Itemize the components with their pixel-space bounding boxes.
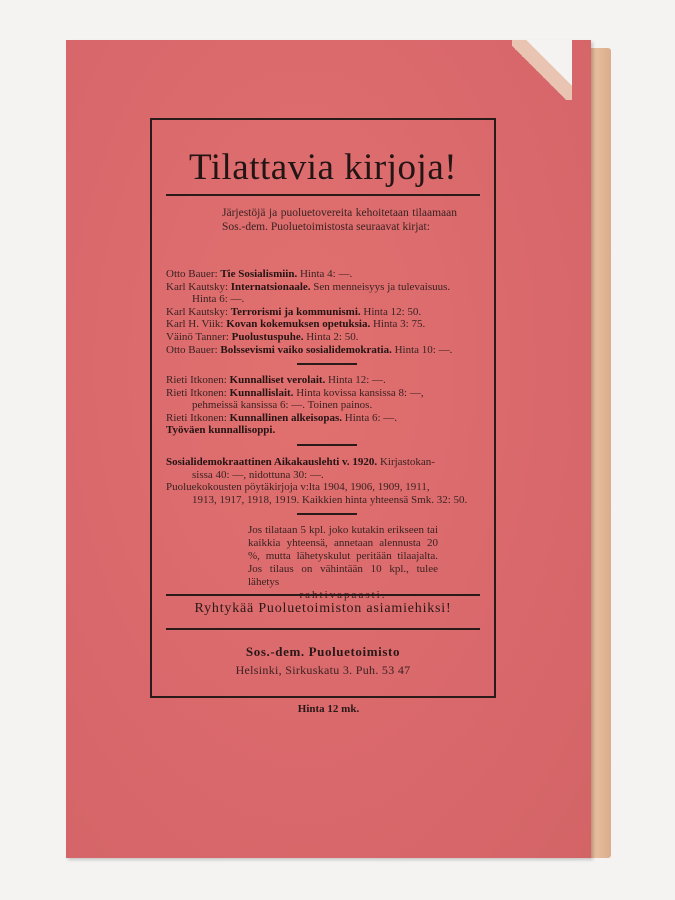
book-title: Kunnallinen alkeisopas.	[229, 411, 343, 424]
section-divider	[297, 513, 357, 515]
torn-corner	[512, 40, 572, 100]
book-list-group-1	[166, 268, 496, 356]
discount-text: Jos tilataan 5 kpl. joko kutakin erikseen tai kaikkia yhteensä, annetaan alennusta 20 %, mutta lähetyskulut peritään tilaajalta. Jos tilaus on vähintään 10 kpl., tulee lähetys	[248, 524, 438, 588]
book-title: Terrorismi ja kommunismi.	[230, 305, 361, 318]
slogan: Ryhtykää Puoluetoimiston asiamiehiksi!	[194, 601, 452, 616]
book-list-item	[166, 293, 496, 306]
publisher-name: Sos.-dem. Puoluetoimisto	[245, 644, 401, 659]
book-price: sissa 40: —, nidottuna 30: —.	[192, 468, 324, 481]
book-price: Puoluekokousten pöytäkirjoja v:lta 1904, 1906, 1909, 1911,	[166, 481, 430, 494]
book-list-item	[166, 412, 496, 425]
book-price: pehmeissä kansissa 6: —. Toinen painos.	[192, 399, 373, 412]
book-list-item	[166, 374, 496, 387]
book-price: 1913, 1917, 1918, 1919. Kaikkien hinta yhteensä Smk. 32: 50.	[192, 493, 468, 506]
book-price: Kirjastokan-	[377, 456, 435, 468]
book-list-item	[166, 481, 496, 494]
intro-paragraph: Järjestöjä ja puoluetovereita kehoitetaan tilaamaan Sos.-dem. Puoluetoimistosta seuraavat kirjat:	[222, 207, 457, 233]
slogan-rule-bottom	[166, 628, 480, 630]
book-list-item	[166, 387, 496, 400]
page-title: Tilattavia kirjoja!	[188, 147, 458, 188]
book-price: Hinta 6: —.	[192, 293, 245, 306]
book-price: Hinta 2: 50.	[303, 330, 359, 343]
book-author: Väinö Tanner:	[166, 330, 232, 343]
book-title: Internatsionaale.	[230, 280, 311, 293]
book-title: Puolustuspuhe.	[231, 330, 304, 343]
advertisement-frame	[150, 118, 496, 698]
book-title: Kunnalliset verolait.	[229, 374, 326, 386]
book-title: Työväen kunnallisoppi.	[166, 424, 276, 437]
book-title: Tie Sosialismiin.	[220, 268, 298, 280]
book-title: Sosialidemokraattinen Aikakauslehti v. 1920.	[166, 456, 378, 468]
book-list-item	[166, 456, 496, 469]
book-list-item	[166, 399, 496, 412]
book-author: Otto Bauer:	[166, 268, 221, 280]
book-author: Rieti Itkonen:	[166, 386, 230, 399]
book-list-item	[166, 344, 496, 357]
book-title: Kovan kokemuksen opetuksia.	[226, 318, 371, 331]
book-price: Hinta 12: —.	[325, 374, 386, 386]
book-title: Kunnallislait.	[229, 386, 294, 399]
publisher-address: Helsinki, Sirkuskatu 3. Puh. 53 47	[235, 663, 411, 677]
book-author: Otto Bauer:	[166, 343, 221, 356]
section-divider	[297, 444, 357, 446]
book-author: Rieti Itkonen:	[166, 374, 230, 386]
book-price: Hinta 6: —.	[342, 411, 398, 424]
book-price: Hinta kovissa kansissa 8: —,	[293, 386, 424, 399]
book-list-item	[166, 306, 496, 319]
book-list-item	[166, 281, 496, 294]
book-author: Karl Kautsky:	[166, 280, 231, 293]
book-price: Hinta 4: —.	[297, 268, 353, 280]
book-price: Hinta 12: 50.	[360, 305, 422, 318]
book-author: Rieti Itkonen:	[166, 411, 230, 424]
book-author: Karl H. Viik:	[166, 318, 227, 331]
discount-notice	[248, 524, 438, 602]
book-list-group-3	[166, 456, 496, 506]
book-list-item	[166, 331, 496, 344]
book-list-item	[166, 268, 496, 281]
book-price: Hinta 3: 75.	[370, 318, 426, 331]
title-divider	[166, 194, 480, 196]
book-list-item	[166, 318, 496, 331]
book-list-group-2	[166, 374, 496, 437]
section-divider	[297, 363, 357, 365]
book-list-item	[166, 469, 496, 482]
book-title: Bolssevismi vaiko sosialidemokratia.	[220, 343, 392, 356]
book-list-item	[166, 494, 496, 507]
book-author: Karl Kautsky:	[166, 305, 231, 318]
book-price: Sen menneisyys ja tulevaisuus.	[310, 280, 451, 293]
book-price: Hinta 10: —.	[391, 343, 453, 356]
book-list-item	[166, 424, 496, 437]
slogan-rule-top	[166, 594, 480, 596]
cover-price: Hinta 12 mk.	[297, 703, 360, 715]
book-back-cover	[66, 40, 591, 858]
